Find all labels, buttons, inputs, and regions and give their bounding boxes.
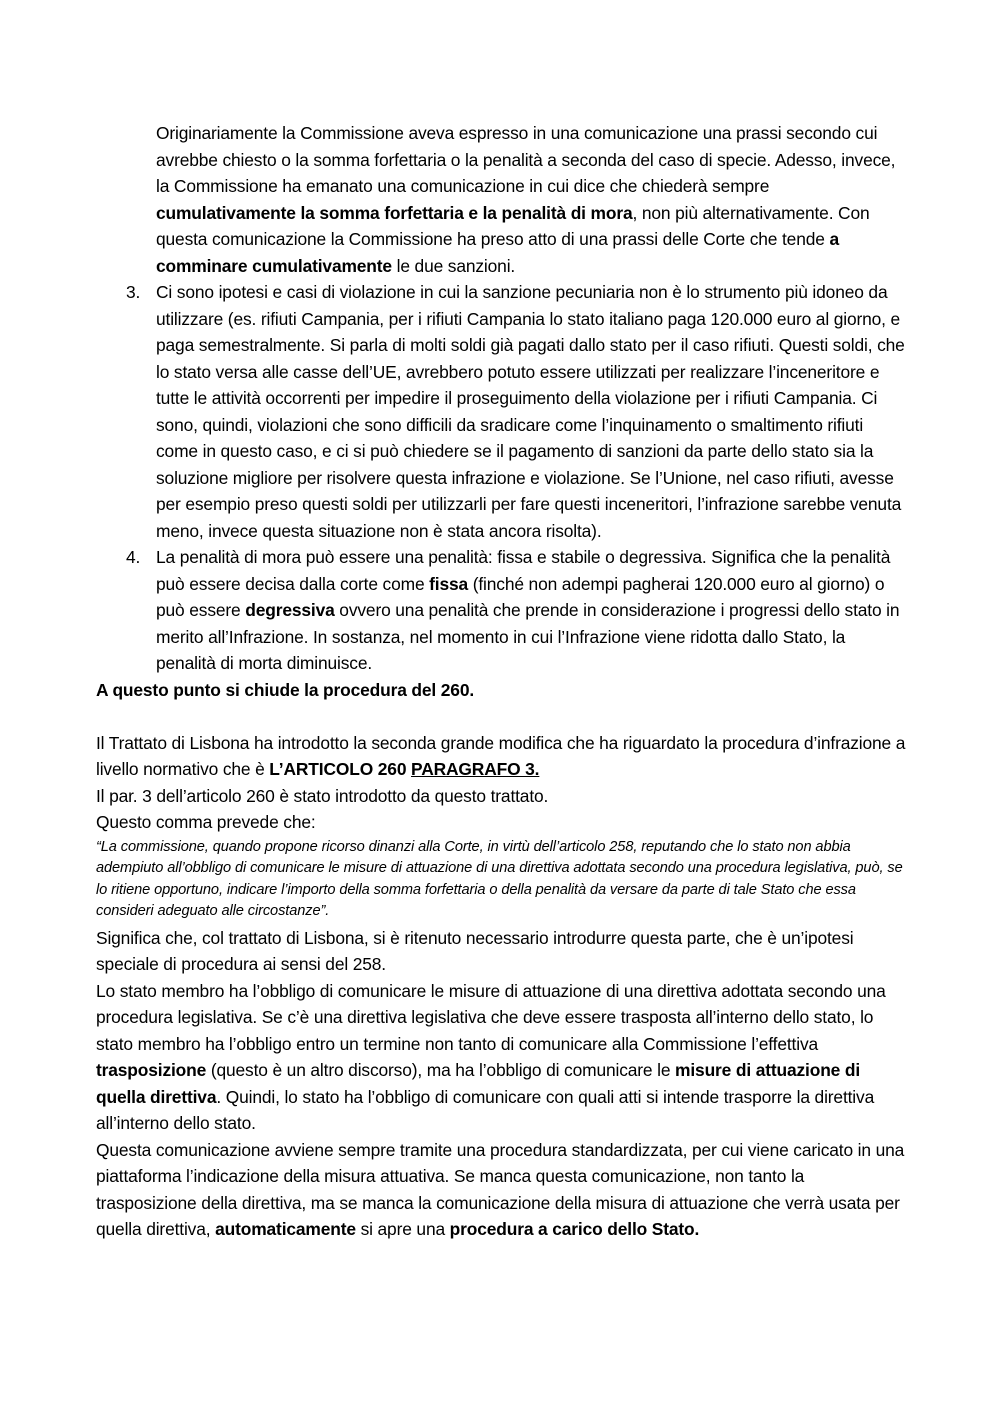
list-number: 3.: [126, 282, 141, 302]
lisbona-line-3: Questo comma prevede che:: [96, 812, 316, 832]
blank-line: [96, 703, 908, 730]
bold-text: automaticamente: [215, 1219, 356, 1240]
text-run: Lo stato membro ha l’obbligo di comunicare le misure di attuazione di una direttiva adottata secondo una procedura legislativa. Se c’è una direttiva legislativa che deve essere trasposta all’interno dello stato, lo stato membro ha l’obbligo entro un termine non tanto di comunicare alla Commissione l’effettiva: [96, 980, 886, 1054]
lisbona-line-2: Il par. 3 dell’articolo 260 è stato introdotto da questo trattato.: [96, 785, 549, 806]
text-run: La penalità di mora può essere una penalità: fissa e stabile o degressiva. Significa che la penalità può essere decisa dalla corte come: [156, 547, 891, 594]
list-number: 4.: [126, 547, 141, 567]
bold-text: procedura a carico dello Stato.: [449, 1219, 700, 1240]
text-run: si apre una: [355, 1219, 450, 1240]
document-page: [96, 120, 908, 1243]
text-run: , non più alternativamente. Con questa comunicazione la Commissione ha preso atto di una prassi delle Corte che tende: [156, 202, 870, 249]
lisbona-paragraph: [96, 730, 908, 783]
obbligo-paragraph: [96, 978, 908, 1137]
bold-text: cumulativamente la somma forfettaria e la penalità di mora: [156, 202, 633, 223]
list-item-2-continuation: [96, 120, 908, 279]
text-run: Questa comunicazione avviene sempre tramite una procedura standardizzata, per cui viene caricato in una piattaforma l’indicazione della misura attuativa. Se manca questa comunicazione, non tanto la trasposizione della direttiva, ma se manca la comunicazione della misura di attuazione che verrà usata per quella direttiva,: [96, 1139, 905, 1240]
comunicazione-paragraph: [96, 1137, 908, 1243]
text-run: Originariamente la Commissione aveva espresso in una comunicazione una prassi secondo cui avrebbe chiesto o la somma forfettaria o la penalità a seconda del caso di specie. Adesso, invece, la Commissione ha emanato una comunicazione in cui dice che chiederà sempre: [156, 123, 896, 196]
text-run: (finché non adempi pagherai 120.000 euro al giorno) o può essere: [156, 573, 885, 620]
list-item-text: Ci sono ipotesi e casi di violazione in cui la sanzione pecuniaria non è lo strumento più idoneo da utilizzare (es. rifiuti Campania, per i rifiuti Campania lo stato italiano paga 120.000 euro al giorno, e paga semestralmente. Si parla di molti soldi già pagati dallo stato per il caso rifiuti. Questi soldi, che lo stato versa alle casse dell’UE, avrebbero potuto essere utilizzati per realizzare l’inceneritore e tutte le attività occorrenti per impedire il proseguimento della violazione per i rifiuti Campania. Ci sono, quindi, violazioni che sono difficili da sradicare come l’inquinamento o smaltimento rifiuti come in questo caso, e ci si può chiedere se il pagamento di sanzioni da parte dello stato sia la soluzione migliore per risolvere questa infrazione e violazione. Se l’Unione, nel caso rifiuti, avesse per esempio preso questi soldi per utilizzarli per fare questi inceneritori, l’infrazione sarebbe venuta meno, invece questa situazione non è stata ancora risolta).: [156, 282, 905, 541]
text-run: ovvero una penalità che prende in considerazione i progressi dello stato in merito all’Infrazione. In sostanza, nel momento in cui l’Infrazione viene ridotta dallo Stato, la penalità di morta diminuisce.: [156, 600, 900, 673]
text-run: . Quindi, lo stato ha l’obbligo di comunicare con quali atti si intende trasporre la direttiva all’interno dello stato.: [96, 1086, 875, 1134]
text-run: le due sanzioni.: [391, 255, 516, 276]
bold-text: misure di attuazione di quella direttiva: [96, 1060, 861, 1107]
bold-text: fissa: [429, 573, 469, 594]
text-run: (questo è un altro discorso), ma ha l’obbligo di comunicare le: [206, 1060, 676, 1081]
bold-text: trasposizione: [96, 1060, 207, 1081]
bold-text: L’ARTICOLO 260: [269, 759, 412, 779]
list-item-4: [96, 544, 908, 677]
closing-heading: [96, 677, 908, 704]
bold-underlined-text: PARAGRAFO 3.: [411, 759, 540, 779]
bold-text: A questo punto si chiude la procedura del 260.: [96, 679, 475, 700]
legal-quote: “La commissione, quando propone ricorso dinanzi alla Corte, in virtù dell’articolo 258, reputando che lo stato non abbia adempiuto all’obbligo di comunicare le misure di attuazione di una direttiva adottata secondo una procedura legislativa, può, se lo ritiene opportuno, indicare l’importo della somma forfettaria o della penalità da versare da parte di tale Stato che essa consideri adeguato alle circostanze”.: [96, 838, 903, 920]
bold-text: a comminare cumulativamente: [156, 229, 839, 276]
text-run: Il Trattato di Lisbona ha introdotto la seconda grande modifica che ha riguardato la procedura d’infrazione a livello normativo che è: [96, 732, 906, 779]
bold-text: degressiva: [245, 600, 335, 620]
after-quote-paragraph: Significa che, col trattato di Lisbona, si è ritenuto necessario introdurre questa parte, che è un’ipotesi speciale di procedura ai sensi del 258.: [96, 927, 854, 975]
list-item-3: [96, 279, 908, 544]
